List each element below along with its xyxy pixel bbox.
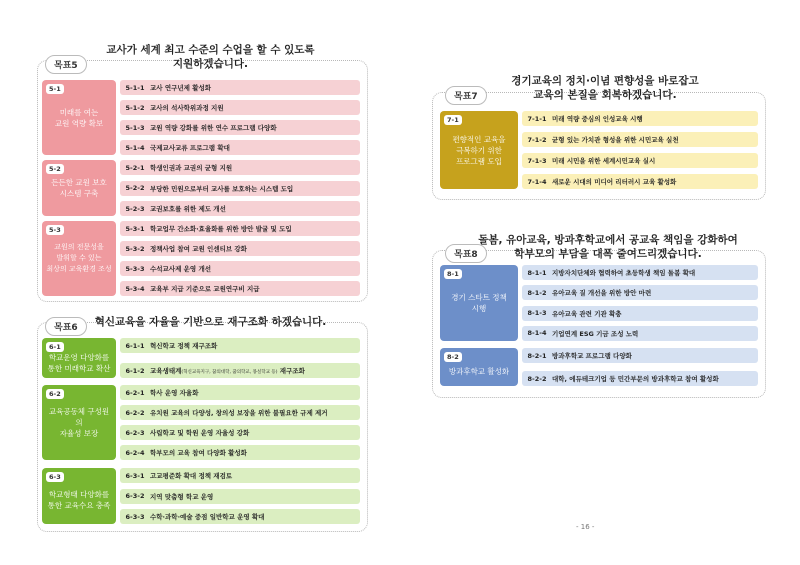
group-8-1 [440,265,758,341]
group-id: 5-1 [46,84,64,94]
group-8-1-box [440,265,518,341]
group-name: 편향적인 교육을 극복하기 위한 프로그램 도입 [452,134,506,166]
list-item: 5-1-2 교사의 석사학위과정 지원 [120,100,360,115]
goal6-title: 혁신교육을 자율을 기반으로 재구조화 하겠습니다. [94,316,327,328]
list-item: 6-2-2 유치원 교육의 다양성, 창의성 보장을 위한 불필요한 규제 제거 [120,405,360,420]
group-5-3 [42,221,360,296]
group-6-3 [42,468,360,524]
list-item: 5-3-2 정책사업 참여 교원 인센티브 강화 [120,241,360,256]
group-5-2-box [42,160,116,216]
goal5-title [93,43,328,71]
goal8-tag: 목표8 [445,244,487,263]
list-item: 6-3-2 지역 맞춤형 학교 운영 [120,489,360,504]
goal6-tag: 목표6 [45,317,87,336]
list-item: 8-1-1 지방자치단체와 협력하여 초등학생 책임 돌봄 확대 [522,265,758,280]
list-item: 8-1-3 유아교육 관련 기관 확충 [522,306,758,321]
list-item: 6-1-1 혁신학교 정책 재구조화 [120,338,360,353]
group-name: 든든한 교원 보호 시스템 구축 [51,178,107,198]
group-id: 6-1 [46,342,64,352]
list-item: 5-2-3 교권보호를 위한 제도 개선 [120,201,360,216]
list-item: 7-1-3 미래 시민을 위한 세계시민교육 실시 [522,153,758,168]
list-item: 6-2-4 학부모의 교육 참여 다양화 활성화 [120,445,360,460]
list-item: 8-2-1 방과후학교 프로그램 다양화 [522,348,758,363]
group-5-3-box [42,221,116,296]
group-name: 학교운영 다양화를 통한 미래학교 확산 [47,353,111,373]
group-name: 학교형태 다양화를 통한 교육수요 충족 [47,490,111,510]
group-id: 5-3 [46,225,64,235]
group-name: 경기 스타트 정책 시행 [451,293,507,313]
list-item: 6-3-3 수학·과학·예술 중점 일반학교 운영 확대 [120,509,360,524]
group-id: 5-2 [46,164,64,174]
list-item: 5-3-1 학교업무 간소화·효율화를 위한 방안 발굴 및 도입 [120,221,360,236]
group-5-1-box [42,80,116,155]
list-item: 5-1-4 국제교사교류 프로그램 확대 [120,140,360,155]
list-item: 5-2-2 부당한 민원으로부터 교사를 보호하는 시스템 도입 [120,181,360,196]
list-item: 7-1-1 미래 역량 중심의 인성교육 시행 [522,111,758,126]
list-item: 7-1-4 새로운 시대의 미디어 리터러시 교육 활성화 [522,174,758,189]
group-id: 6-2 [46,389,64,399]
group-5-1 [42,80,360,155]
group-id: 8-1 [444,269,462,279]
list-item: 6-1-2 교육생태계(혁신교육지구, 꿈의대학, 꿈의학교, 몽실학교 등) 재구조화 [120,363,360,378]
list-item: 5-3-4 교육부 지급 기준으로 교원연구비 지급 [120,281,360,296]
group-name: 교육공동체 구성원의 자율성 보장 [48,407,110,438]
goal7-title-line1: 경기교육의 정치·이념 편향성을 바로잡고 [511,75,699,87]
group-6-2-box [42,385,116,460]
group-7-1-box [440,111,518,189]
list-item: 8-1-4 기업연계 ESG 기금 조성 노력 [522,326,758,341]
group-6-1 [42,338,360,378]
list-item: 5-1-3 교원 역량 강화를 위한 연수 프로그램 다양화 [120,120,360,135]
goal8-title [478,233,738,261]
goal8-title-line2: 학부모의 부담을 대폭 줄여드리겠습니다. [514,248,702,260]
page-number: - 16 - [576,523,595,531]
group-8-2 [440,348,758,386]
list-item: 5-2-1 학생인권과 교권의 균형 지원 [120,160,360,175]
group-8-2-box [440,348,518,386]
list-item: 5-1-1 교사 연구년제 활성화 [120,80,360,95]
goal7-title-line2: 교육의 본질을 회복하겠습니다. [533,89,677,101]
group-id: 8-2 [444,352,462,362]
goal7-tag: 목표7 [445,86,487,105]
list-item: 8-2-2 대학, 에듀테크기업 등 민간부문의 방과후학교 참여 활성화 [522,371,758,386]
goal8-title-line1: 돌봄, 유아교육, 방과후학교에서 공교육 책임을 강화하여 [478,234,738,246]
group-name: 교원의 전문성을 발휘할 수 있는 최상의 교육환경 조성 [46,243,112,273]
list-item: 5-3-3 수석교사제 운영 개선 [120,261,360,276]
goal5-title-line2: 지원하겠습니다. [173,58,248,70]
group-6-2 [42,385,360,460]
group-id: 6-3 [46,472,64,482]
goal7-title [495,74,715,102]
list-item: 6-2-1 학사 운영 자율화 [120,385,360,400]
goal5-tag: 목표5 [45,55,87,74]
list-item: 7-1-2 균형 있는 가치관 형성을 위한 시민교육 실천 [522,132,758,147]
group-id: 7-1 [444,115,462,125]
goal5-title-line1: 교사가 세계 최고 수준의 수업을 할 수 있도록 [106,44,315,56]
group-5-2 [42,160,360,216]
group-6-1-box [42,338,116,378]
group-6-3-box [42,468,116,524]
list-item: 6-2-3 사립학교 및 학원 운영 자율성 강화 [120,425,360,440]
group-name: 미래를 여는 교원 역량 확보 [54,107,104,128]
list-item: 8-1-2 유아교육 질 개선을 위한 방안 마련 [522,285,758,300]
group-name: 방과후학교 활성화 [448,366,510,376]
list-item: 6-3-1 고교평준화 확대 정책 재검토 [120,468,360,483]
group-7-1 [440,111,758,189]
